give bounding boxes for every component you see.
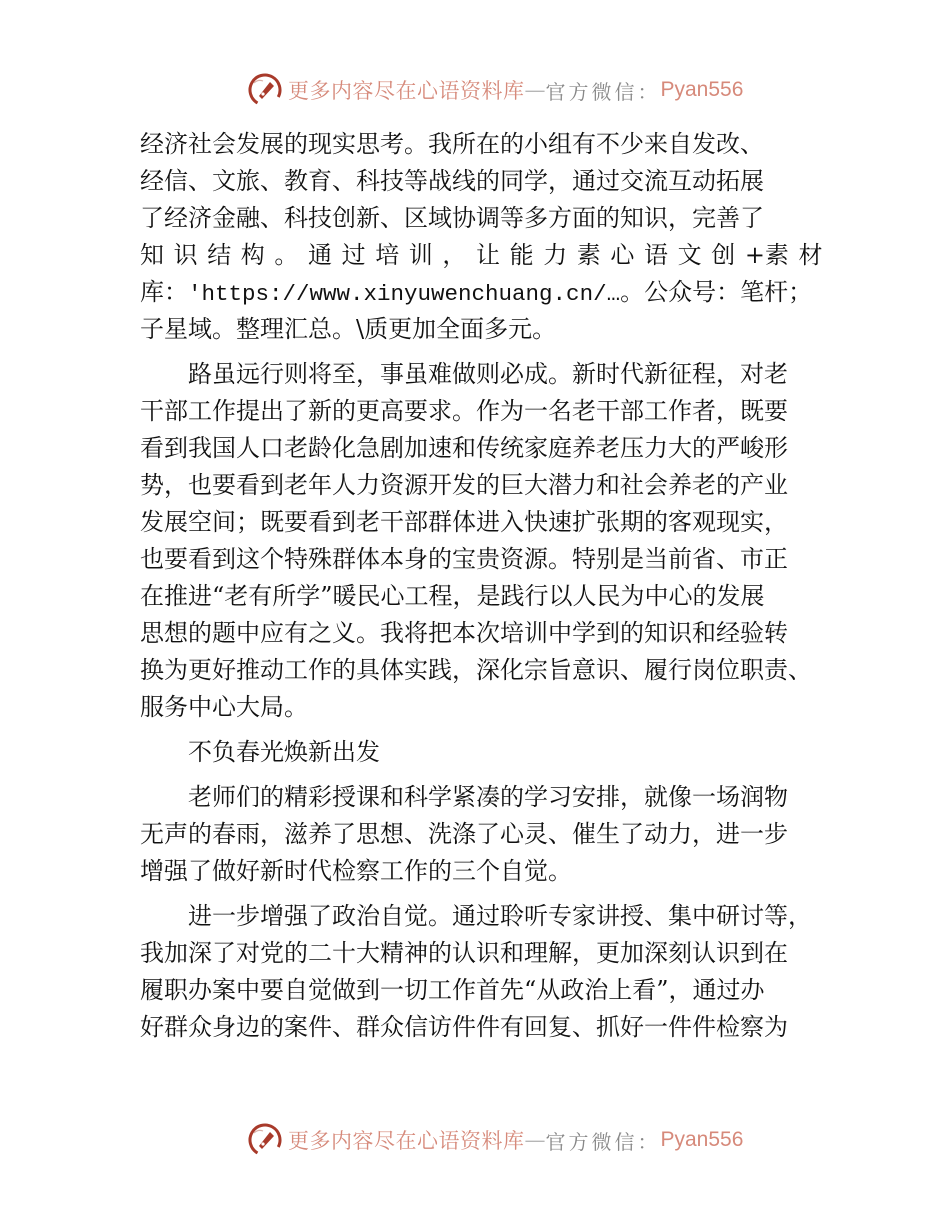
- text-line: 经信、文旅、教育、科技等战线的同学，通过交流互动拓展: [140, 167, 764, 195]
- text-line: 了经济金融、科技创新、区域协调等多方面的知识，完善了: [140, 204, 764, 232]
- text-line: 我加深了对党的二十大精神的认识和理解，更加深刻认识到在: [140, 939, 788, 967]
- banner-wechat-id: Pyan556: [660, 78, 744, 101]
- text-line: 换为更好推动工作的具体实践，深化宗旨意识、履行岗位职责、: [140, 656, 812, 684]
- footer-banner: [248, 1120, 743, 1160]
- text-line: 发展空间；既要看到老干部群体进入快速扩张期的客观现实，: [140, 508, 788, 536]
- banner-title: 更多内容尽在心语资料库: [288, 1129, 525, 1153]
- text-line: 也要看到这个特殊群体本身的宝贵资源。特别是当前省、市正: [140, 545, 788, 573]
- text-line: 经济社会发展的现实思考。我所在的小组有不少来自发改、: [140, 130, 764, 158]
- text-segment: 素材: [764, 241, 833, 269]
- banner-dash: —: [524, 1128, 546, 1152]
- banner-wechat-id: Pyan556: [660, 1128, 744, 1151]
- banner-wechat-label: 官方微信：: [545, 1129, 661, 1154]
- text-line: 子星域。整理汇总。\质更加全面多元。: [140, 315, 557, 343]
- heading-text: 不负春光焕新出发: [188, 738, 380, 766]
- paragraph: [140, 779, 830, 890]
- text-segment: 知识结构。通过培训，让能力素心语文创: [140, 241, 745, 269]
- banner-dash: —: [524, 78, 546, 102]
- paragraph: [140, 356, 830, 726]
- text-line: 进一步增强了政治自觉。通过聆听专家讲授、集中研讨等，: [188, 902, 812, 930]
- text-line: 路虽远行则将至，事虽难做则必成。新时代新征程，对老: [188, 360, 788, 388]
- url-text: 'https://www.xinyuwenchuang.cn/…: [188, 281, 621, 307]
- document-body: [140, 126, 833, 1046]
- text-segment: +: [744, 241, 765, 269]
- header-banner: [248, 70, 743, 110]
- text-line: 看到我国人口老龄化急剧加速和传统家庭养老压力大的严峻形: [140, 434, 788, 462]
- text-line: 增强了做好新时代检察工作的三个自觉。: [140, 857, 572, 885]
- paragraph: [140, 126, 833, 348]
- text-line: 履职办案中要自觉做到一切工作首先“从政治上看”，通过办: [140, 976, 765, 1004]
- text-line-justified: [140, 237, 833, 274]
- text-line: 好群众身边的案件、群众信访件件有回复、抓好一件件检察为: [140, 1013, 788, 1041]
- banner-title: 更多内容尽在心语资料库: [288, 79, 525, 103]
- pen-nib-logo-icon: [248, 1123, 282, 1157]
- text-segment: 。公众号：笔杆；: [620, 278, 813, 306]
- text-line: 服务中心大局。: [140, 693, 308, 721]
- pen-nib-logo-icon: [248, 73, 282, 107]
- paragraph: [140, 898, 830, 1046]
- text-line: 在推进“老有所学”暖民心工程，是践行以人民为中心的发展: [140, 582, 765, 610]
- text-line: 无声的春雨，滋养了思想、洗涤了心灵、催生了动力，进一步: [140, 820, 788, 848]
- banner-wechat-label: 官方微信：: [545, 79, 661, 104]
- text-line: 思想的题中应有之义。我将把本次培训中学到的知识和经验转: [140, 619, 788, 647]
- text-line: 老师们的精彩授课和科学紧凑的学习安排，就像一场润物: [188, 783, 788, 811]
- text-line: 势，也要看到老年人力资源开发的巨大潜力和社会养老的产业: [140, 471, 788, 499]
- text-line: 干部工作提出了新的更高要求。作为一名老干部工作者，既要: [140, 397, 788, 425]
- text-segment: 库：: [140, 278, 188, 306]
- section-heading: [140, 734, 830, 771]
- text-line-with-url: [140, 274, 830, 311]
